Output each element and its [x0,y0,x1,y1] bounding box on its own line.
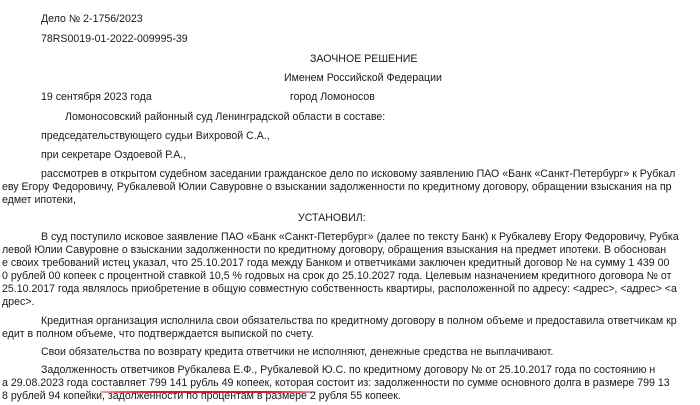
court-composition: Ломоносовский районный суд Ленинградской области в составе: [65,111,386,123]
para4-line-1: Задолженность ответчиков Рубкалева Е.Ф., Рубкалевой Ю.С. по кредитному договору № от 25.10.2017 года по состоянию н [41,364,656,376]
intro-line-3: едмет ипотеки, [2,194,76,206]
decision-date: 19 сентября 2023 года [41,91,152,103]
highlighted-debt-text: ставляет 799 141 рубль 49 копеек, которая [102,377,314,389]
case-uid: 78RS0019-01-2022-009995-39 [41,33,188,45]
para1-line-6: дрес>. [2,296,35,308]
secretary-line: при секретаре Оздоевой Р.А., [41,149,187,161]
para1-line-3: е своих требований истец указал, что 25.10.2017 года между Банком и ответчиками заключен кредитный договор № на сумму 1 439 00 [2,257,670,269]
para1-line-1: В суд поступило исковое заявление ПАО «Банк «Санкт-Петербург» (далее по тексту Банк) к Рубкалеву Егору Федоровичу, Рубка [41,231,679,243]
para2-line-1: Кредитная организация исполнила свои обязательства по кредитному договору в полном объеме и предоставила ответчикам кр [41,315,677,327]
para4-line-3: 8 рублей 94 копейки, задолженности по процентам в размере 2 рубля 55 копеек. [2,390,401,402]
decision-city: город Ломоносов [290,91,375,103]
judge-line: председательствующего судьи Вихровой С.А., [41,130,270,142]
para4-line-2 [2,377,670,390]
para4-line-2-end: состоит из: задолженности по сумме основного долга в размере 799 13 [313,377,670,389]
case-number: Дело № 2-1756/2023 [41,13,143,25]
established-heading: УСТАНОВИЛ: [298,212,366,224]
para3-line: Свои обязательства по возврату кредита ответчики не исполняют, денежные средства не выплачивают. [41,346,554,358]
document-title: ЗАОЧНОЕ РЕШЕНИЕ [310,53,418,65]
para4-line-2-start: а 29.08.2023 года со [2,377,103,389]
para1-line-5: 25.10.2017 года являлось приобретение в общую совместную собственность квартиры, расположенной по адресу: <адрес>, <адрес> <а [2,283,677,295]
para2-line-2: едит в полном объеме, что подтверждается выпиской по счету. [2,328,314,340]
para1-line-2: левой Юлии Савуровне о взыскании задолженности по кредитному договору, обращения взыскания на предмет ипотеки. В обоснован [2,244,667,256]
intro-line-2: еву Егору Федоровичу, Рубкалевой Юлии Савуровне о взыскании задолженности по кредитному договору, обращении взыскания на пр [2,181,672,193]
intro-line-1: рассмотрев в открытом судебном заседании гражданское дело по исковому заявлению ПАО «Банк «Санкт-Петербург» к Рубкал [41,168,676,180]
document-subtitle: Именем Российской Федерации [284,72,442,84]
highlighted-debt-amount [102,377,313,390]
para1-line-4: 0 рублей 00 копеек с процентной ставкой 10,5 % годовых на срок до 25.10.2027 года. Целевым назначением кредитного договора № от [2,270,672,282]
